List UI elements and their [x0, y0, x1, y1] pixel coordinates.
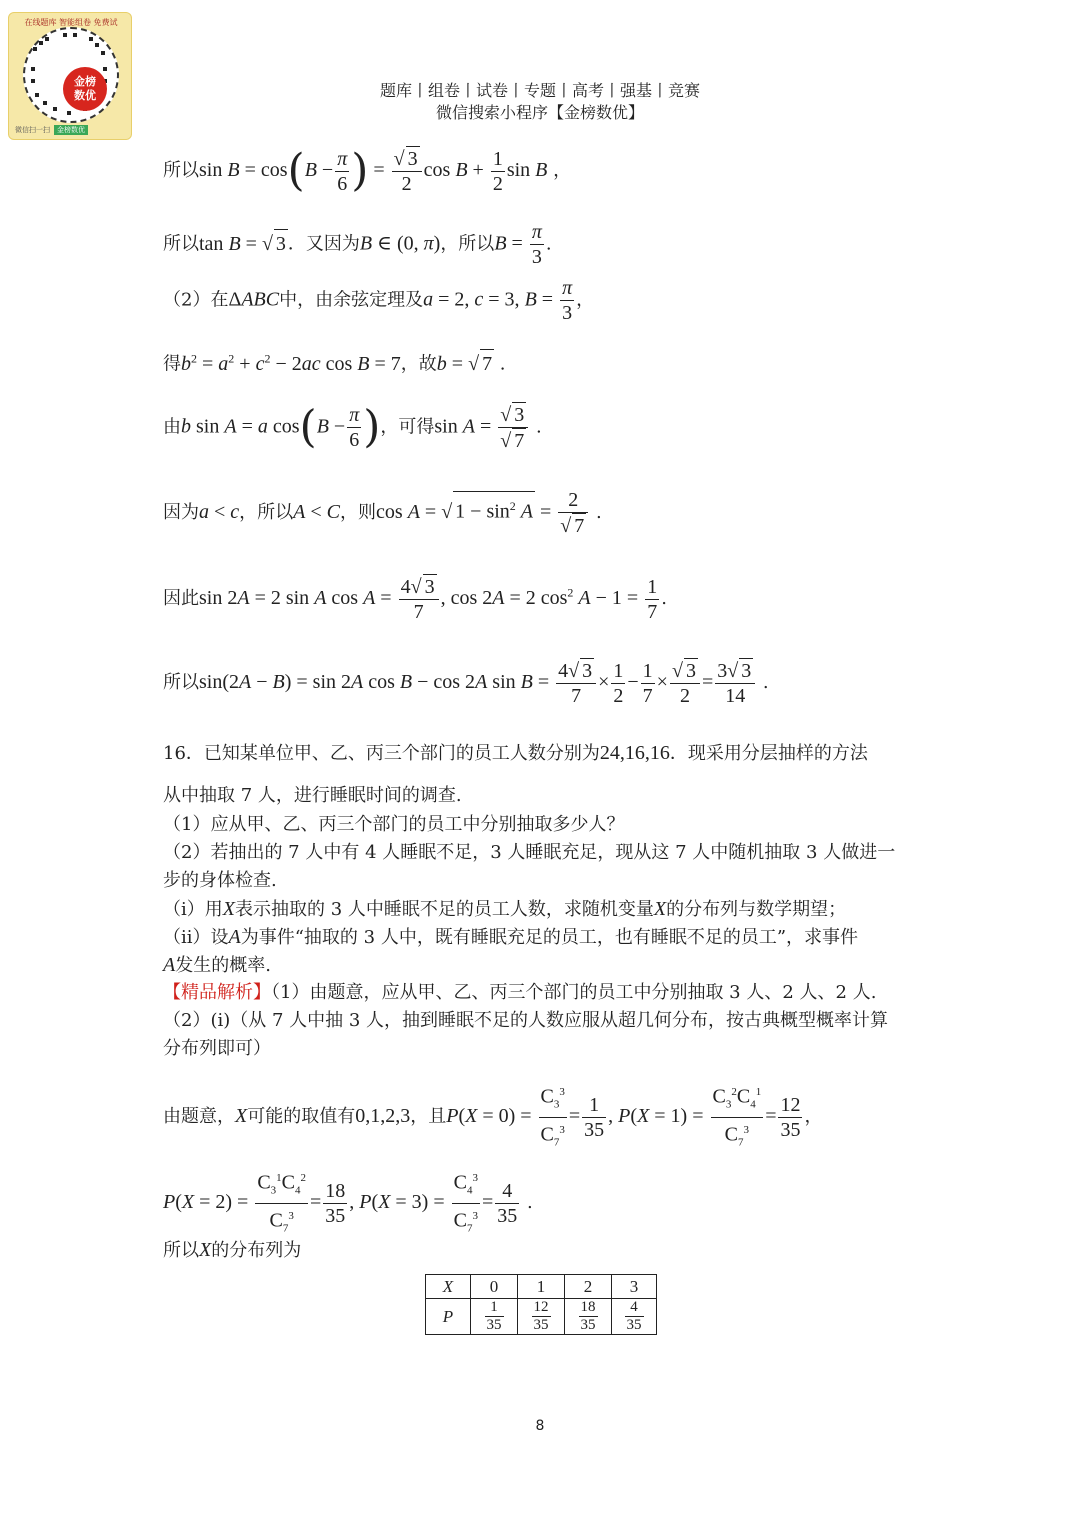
answer-tag: 【精品解析】 [163, 982, 271, 1003]
question-16-part-2b: 步的身体检查. [163, 870, 277, 891]
table-cell: 3 [612, 1275, 657, 1299]
table-row-x [426, 1275, 657, 1299]
probability-line-2: P(X = 2) = $\frac{C_3^1C_4^2}{C_7^3}$ = $\frac{18}{35}$ , P(X = 3) = $\frac{C_4^3}{C_7^3}$ = $\frac{4}{35}$ . [163, 1166, 533, 1240]
question-16-part-1: （1）应从甲、乙、丙三个部门的员工中分别抽取多少人？ [163, 814, 625, 835]
question-16-part-2a: （2）若抽出的 7 人中有 4 人睡眠不足，3 人睡眠充足，现从这 7 人中随机抽取 3 人做进一 [163, 842, 896, 863]
equation-line-3: （2）在ΔABC中，由余弦定理及a = 2, c = 3, B = $\frac{\pi}{3}$ ， [163, 277, 595, 324]
probability-line-1: 由题意，X可能的取值有0,1,2,3，且P(X = 0) = $\frac{C_3^3}{C_7^3}$ = $\frac{1}{35}$ , P(X = 1) = $\frac{C_3^2C_4^1}{C_7^3}$ = $\frac{12}{35}$ ， [163, 1080, 822, 1154]
table-cell: $\frac{18}{35}$ [565, 1299, 612, 1335]
table-row-p [426, 1299, 657, 1335]
table-cell: $\frac{12}{35}$ [518, 1299, 565, 1335]
equation-line-8: 所以sin(2A − B) = sin 2A cos B − cos 2A sin B = $\frac{4√ 3}{7}$ × $\frac{1}{2}$ − $\frac{1}{7}$ × $\frac{√ 3}{2}$ = $\frac{3√ 3}{14}$ . [163, 659, 769, 707]
equation-line-7: 因此sin 2A = 2 sin A cos A = $\frac{4√ 3}{7}$ , cos 2A = 2 $\cos^2 A - 1$ = $\frac{1}{7}$ . [163, 575, 667, 623]
logo-footer: 微信扫一扫 金榜数优 [15, 125, 125, 135]
table-header-x: X [426, 1275, 471, 1299]
table-cell: 2 [565, 1275, 612, 1299]
answer-part-1: 【精品解析】（1）由题意，应从甲、乙、丙三个部门的员工中分别抽取 3 人、2 人、2 人. [163, 982, 877, 1003]
table-cell: 0 [471, 1275, 518, 1299]
equation-line-6: 因为a < c，所以A < C，则cos A = √ $1 - \sin^2 A$ = $\frac{2}{√ 7}$ . [163, 489, 602, 537]
table-header-p: P [426, 1299, 471, 1335]
table-cell: $\frac{4}{35}$ [612, 1299, 657, 1335]
question-16-part-ii-cont: A发生的概率. [163, 954, 271, 976]
header-categories: 题库丨组卷丨试卷丨专题丨高考丨强基丨竞赛 [379, 81, 700, 100]
question-16-line-1: 16．已知某单位甲、乙、丙三个部门的员工人数分别为24,16,16．现采用分层抽样的方法 [163, 742, 868, 764]
table-cell: $\frac{1}{35}$ [471, 1299, 518, 1335]
equation-line-1: 所以sin B = cos(B − $\frac{\pi}{6}$ ) = $\frac{√ 3}{2}$ cos B + $\frac{1}{2}$ sin B ， [163, 145, 572, 196]
equation-line-4: 得$b^2 = a^2 + c^2 - 2ac$ cos B = 7，故b = √ 7 . [163, 344, 506, 379]
question-16-part-i: （i）用X表示抽取的 3 人中睡眠不足的员工人数，求随机变量X的分布列与数学期望； [163, 898, 847, 920]
equation-line-2: 所以tan B = √ 3 ．又因为B ∈ (0, π)，所以B = $\frac{\pi}{3}$ . [163, 221, 552, 268]
distribution-intro: 所以X的分布列为 [163, 1239, 302, 1261]
logo-badge: 金榜 数优 [63, 67, 107, 111]
answer-part-2a: （2）(i)（从 7 人中抽 3 人，抽到睡眠不足的人数应服从超几何分布，按古典概型概率计算 [163, 1010, 889, 1031]
table-cell: 1 [518, 1275, 565, 1299]
question-16-line-2: 从中抽取 7 人，进行睡眠时间的调查. [163, 785, 462, 806]
header-search-hint: 微信搜索小程序【金榜数优】 [435, 103, 644, 122]
logo-slogan: 在线题库 智能组卷 免费试 [24, 18, 118, 27]
distribution-table [425, 1274, 657, 1335]
answer-part-2b: 分布列即可） [163, 1038, 271, 1059]
page-number: 8 [535, 1418, 545, 1434]
question-16-part-ii: （ii）设A为事件“抽取的 3 人中，既有睡眠充足的员工，也有睡眠不足的员工”，求事件 [163, 926, 859, 948]
equation-line-5: 由b sin A = a cos(B − $\frac{\pi}{6}$ )，可得sin A = $\frac{√ 3}{√ 7}$ . [163, 401, 542, 453]
